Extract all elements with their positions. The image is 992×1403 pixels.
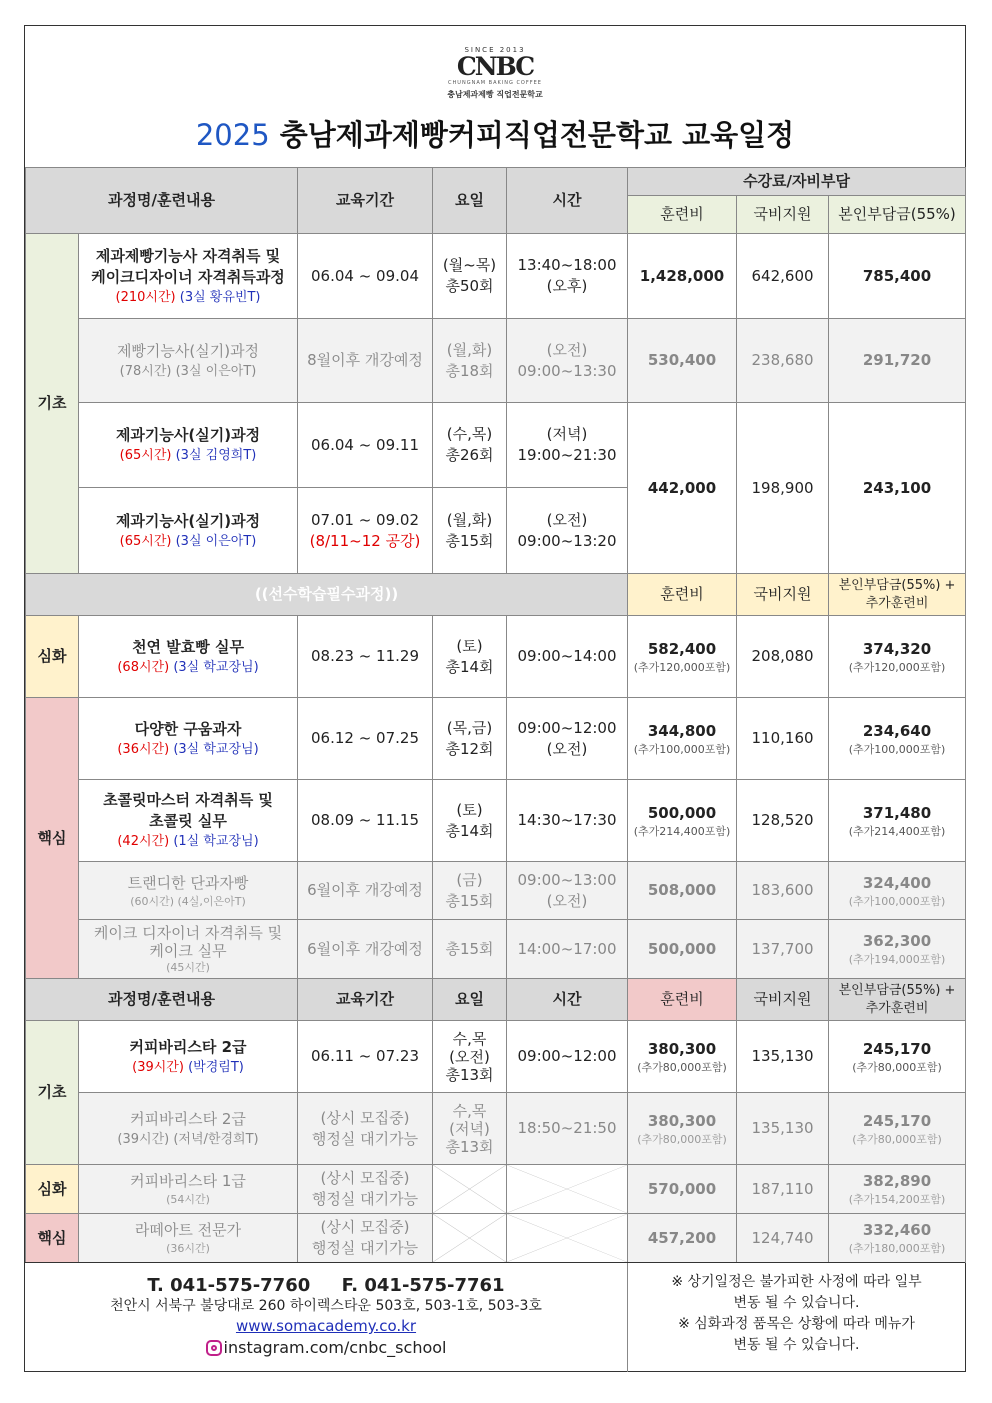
days-text: (토) <box>456 800 483 819</box>
fee-cell: 1,428,000 <box>628 234 737 319</box>
course-hours: (36시간) <box>166 1242 210 1255</box>
support-cell: 110,160 <box>737 698 829 780</box>
time-text: 09:00~13:00 <box>517 870 617 889</box>
self-value: 362,300 <box>862 932 932 950</box>
course-hours: (54시간) <box>166 1193 210 1206</box>
course-name: 초콜릿마스터 자격취득 및 <box>103 791 273 809</box>
empty-time-cell <box>507 1214 628 1263</box>
self-note: (추가80,000포함) <box>852 1132 942 1146</box>
days-text: (월~목) <box>442 256 497 274</box>
col-self-plus <box>829 979 966 1021</box>
self-cell <box>829 1093 966 1165</box>
col-course: 과정명/훈련내용 <box>26 979 298 1021</box>
days-note: (저녁) <box>449 1119 490 1138</box>
time-cell: 14:00~17:00 <box>507 920 628 979</box>
course-teacher: (3실 김영희T) <box>175 448 257 463</box>
time-cell <box>507 488 628 574</box>
days-text: 수,목 <box>452 1101 487 1120</box>
time-note: (오전) <box>546 510 588 529</box>
period-note: 행정실 대기가능 <box>311 1129 419 1148</box>
sessions-text: 총14회 <box>445 657 494 676</box>
time-cell <box>507 862 628 920</box>
time-note: (저녁) <box>546 425 588 443</box>
table-row <box>26 1214 966 1263</box>
category-advanced: 심화 <box>26 616 79 698</box>
self-cell <box>829 698 966 780</box>
empty-days-cell <box>433 1165 507 1214</box>
self-note: (추가100,000포함) <box>848 742 946 756</box>
category-core: 핵심 <box>26 698 79 979</box>
self-cell: 291,720 <box>829 319 966 403</box>
self-cell: 785,400 <box>829 234 966 319</box>
fee-cell: 508,000 <box>628 862 737 920</box>
title-text: 충남제과제빵커피직업전문학교 교육일정 <box>279 118 795 152</box>
period-cell: 06.11 ~ 07.23 <box>298 1021 433 1093</box>
table-row <box>26 862 966 920</box>
support-cell: 208,080 <box>737 616 829 698</box>
self-cell <box>829 780 966 862</box>
notice-text: 변동 될 수 있습니다. <box>733 1295 860 1311</box>
days-text: (금) <box>456 870 483 889</box>
self-note: (추가194,000포함) <box>848 953 946 966</box>
time-text: 09:00~12:00 <box>517 718 617 737</box>
instagram-link[interactable]: instagram.com/cnbc_school <box>223 1338 447 1357</box>
fee-note: (추가214,400포함) <box>633 824 731 838</box>
days-note: (오전) <box>449 1047 490 1066</box>
period-cell: 6월이후 개강예정 <box>298 920 433 979</box>
course-name: 커피바리스타 1급 <box>130 1172 246 1190</box>
col-time: 시간 <box>507 168 628 234</box>
course-cell <box>79 319 298 403</box>
course-cell <box>79 1021 298 1093</box>
time-cell <box>507 234 628 319</box>
table-row <box>26 1021 966 1093</box>
self-value: 324,400 <box>862 873 932 892</box>
self-cell <box>829 862 966 920</box>
self-value: 332,460 <box>862 1221 932 1239</box>
fee-value: 380,300 <box>647 1039 717 1058</box>
time-cell: 09:00~14:00 <box>507 616 628 698</box>
website-link[interactable]: www.somacademy.co.kr <box>235 1317 417 1335</box>
support-cell: 198,900 <box>737 403 829 574</box>
fee-note: (추가80,000포함) <box>637 1060 727 1074</box>
table-row <box>26 403 966 488</box>
col-time: 시간 <box>507 979 628 1021</box>
sessions-text: 총15회 <box>445 531 494 550</box>
phone-fax-line <box>25 1275 627 1296</box>
days-cell <box>433 1093 507 1165</box>
fee-cell <box>628 780 737 862</box>
fee-cell: 530,400 <box>628 319 737 403</box>
course-teacher: (3실 이은아T) <box>175 533 257 549</box>
col-fee: 훈련비 <box>628 574 737 616</box>
days-text: (월,화) <box>446 340 493 359</box>
contact-block <box>25 1263 628 1372</box>
table-row <box>26 1165 966 1214</box>
course-name: 커피바리스타 2급 <box>130 1109 246 1128</box>
support-cell: 187,110 <box>737 1165 829 1214</box>
fee-cell <box>628 698 737 780</box>
logo-school-name: 충남제과제빵 직업전문학교 <box>447 90 543 99</box>
self-note: (추가180,000포함) <box>848 1242 946 1255</box>
self-value: 234,640 <box>862 721 932 740</box>
period-cell <box>298 488 433 574</box>
fee-value: 380,300 <box>647 1111 717 1130</box>
course-cell <box>79 234 298 319</box>
period-cell: 06.12 ~ 07.25 <box>298 698 433 780</box>
sessions-text: 총26회 <box>445 446 494 464</box>
course-hours: (68시간) <box>117 659 170 675</box>
col-self-plus-line: 추가훈련비 <box>865 595 929 611</box>
course-hours: (39시간) (저녁/한경희T) <box>117 1131 259 1147</box>
fee-cell: 570,000 <box>628 1165 737 1214</box>
course-name: 케이크디자이너 자격취득과정 <box>91 267 285 286</box>
time-cell: 18:50~21:50 <box>507 1093 628 1165</box>
self-cell <box>829 616 966 698</box>
time-text: 19:00~21:30 <box>517 446 617 464</box>
course-hours: (60시간) (4실,이은아T) <box>130 894 246 908</box>
self-note: (추가100,000포함) <box>848 894 946 908</box>
course-cell <box>79 920 298 979</box>
support-cell: 238,680 <box>737 319 829 403</box>
course-teacher: (1실 학교장님) <box>173 834 259 849</box>
course-cell <box>79 1093 298 1165</box>
days-text: (토) <box>456 636 483 655</box>
self-cell <box>829 1021 966 1093</box>
course-cell <box>79 780 298 862</box>
schedule-table <box>25 167 966 1263</box>
notice-block <box>628 1263 965 1372</box>
fee-cell: 457,200 <box>628 1214 737 1263</box>
sessions-text: 총12회 <box>445 739 494 758</box>
course-name: 제과제빵기능사 자격취득 및 <box>95 246 281 265</box>
course-cell <box>79 1165 298 1214</box>
period-text: (상시 모집중) <box>320 1218 410 1236</box>
days-cell <box>433 780 507 862</box>
days-cell <box>433 1021 507 1093</box>
col-self-plus <box>829 574 966 616</box>
col-support: 국비지원 <box>737 574 829 616</box>
days-cell <box>433 616 507 698</box>
notice-text: ※ 심화과정 품목은 상황에 따라 메뉴가 <box>678 1316 915 1332</box>
category-basic: 기초 <box>26 234 79 574</box>
period-note: 행정실 대기가능 <box>311 1239 419 1257</box>
col-days: 요일 <box>433 168 507 234</box>
title-year: 2025 <box>195 118 270 152</box>
support-cell: 128,520 <box>737 780 829 862</box>
sessions-text: 총14회 <box>445 821 494 840</box>
period-cell: 6월이후 개강예정 <box>298 862 433 920</box>
school-logo <box>447 46 543 100</box>
self-cell <box>829 1214 966 1263</box>
time-note: (오전) <box>546 891 588 910</box>
support-cell: 183,600 <box>737 862 829 920</box>
prereq-banner: ((선수학습필수과정)) <box>26 574 628 616</box>
notice-text: ※ 상기일정은 불가피한 사정에 따라 일부 <box>671 1274 922 1290</box>
fee-cell: 442,000 <box>628 403 737 574</box>
notice-text: 변동 될 수 있습니다. <box>733 1337 860 1353</box>
support-cell: 135,130 <box>737 1093 829 1165</box>
self-value: 245,170 <box>862 1111 932 1130</box>
fee-cell <box>628 616 737 698</box>
course-name: 제과기능사(실기)과정 <box>115 511 261 530</box>
course-cell <box>79 1214 298 1263</box>
table-row <box>26 1093 966 1165</box>
course-hours: (65시간) <box>119 448 172 463</box>
period-cell: 06.04 ~ 09.11 <box>298 403 433 488</box>
sessions-text: 총50회 <box>445 277 494 295</box>
days-text: (목,금) <box>446 718 493 737</box>
col-support: 국비지원 <box>737 979 829 1021</box>
course-cell <box>79 616 298 698</box>
time-text: 09:00~13:20 <box>517 531 617 550</box>
time-note: (오후) <box>546 277 588 295</box>
self-cell: 243,100 <box>829 403 966 574</box>
col-days: 요일 <box>433 979 507 1021</box>
period-cell: 08.23 ~ 11.29 <box>298 616 433 698</box>
period-note: 행정실 대기가능 <box>311 1190 419 1208</box>
days-cell <box>433 319 507 403</box>
time-note: (오전) <box>546 340 588 359</box>
period-text: (상시 모집중) <box>320 1169 410 1187</box>
fee-note: (추가120,000포함) <box>633 660 731 674</box>
time-text: 13:40~18:00 <box>517 256 617 274</box>
days-cell <box>433 234 507 319</box>
course-hours: (42시간) <box>117 834 170 849</box>
days-cell <box>433 698 507 780</box>
sessions-text: 총15회 <box>445 891 494 910</box>
self-value: 374,320 <box>862 639 932 658</box>
address: 천안시 서북구 불당대로 260 하이렉스타운 503호, 503-1호, 503-3호 <box>110 1298 542 1314</box>
self-note: (추가214,400포함) <box>848 824 946 838</box>
self-value: 245,170 <box>862 1039 932 1058</box>
course-name: 초콜릿 실무 <box>149 812 227 830</box>
days-cell <box>433 403 507 488</box>
col-self-plus-line: 본인부담금(55%) + <box>838 577 956 593</box>
fee-cell <box>628 1093 737 1165</box>
period-cell: 08.09 ~ 11.15 <box>298 780 433 862</box>
period-text: 07.01 ~ 09.02 <box>311 510 420 529</box>
table-row <box>26 234 966 319</box>
time-cell <box>507 319 628 403</box>
time-cell: 09:00~12:00 <box>507 1021 628 1093</box>
fax-number: F. 041-575-7761 <box>341 1275 505 1296</box>
course-cell <box>79 862 298 920</box>
fee-cell: 500,000 <box>628 920 737 979</box>
col-fee: 훈련비 <box>628 979 737 1021</box>
course-name: 제과기능사(실기)과정 <box>115 426 261 444</box>
self-value: 382,890 <box>862 1172 932 1190</box>
phone-number[interactable]: T. 041-575-7760 <box>147 1275 311 1296</box>
col-fee-group: 수강료/자비부담 <box>628 168 966 196</box>
time-cell <box>507 403 628 488</box>
period-text: (상시 모집중) <box>320 1108 410 1127</box>
col-self-plus-line: 본인부담금(55%) + <box>838 982 956 998</box>
course-hours: (210시간) <box>115 289 176 305</box>
instagram-line[interactable] <box>25 1337 627 1359</box>
support-cell: 137,700 <box>737 920 829 979</box>
empty-time-cell <box>507 1165 628 1214</box>
course-hours: (36시간) <box>117 741 170 757</box>
fee-note: (추가80,000포함) <box>637 1132 727 1146</box>
self-note: (추가80,000포함) <box>852 1060 942 1074</box>
course-name: 케이크 실무 <box>149 941 227 960</box>
col-self: 본인부담금(55%) <box>829 196 966 234</box>
fee-value: 500,000 <box>647 803 717 822</box>
logo-since: SINCE 2013 <box>464 46 526 54</box>
course-name: 제빵기능사(실기)과정 <box>116 341 260 360</box>
table-row <box>26 920 966 979</box>
support-cell: 124,740 <box>737 1214 829 1263</box>
page-title <box>25 113 965 154</box>
time-cell <box>507 698 628 780</box>
days-cell <box>433 488 507 574</box>
self-note: (추가154,200포함) <box>848 1193 946 1206</box>
course-hours: (78시간) (3실 이은아T) <box>119 363 257 379</box>
sessions-text: 총13회 <box>445 1137 494 1156</box>
col-period: 교육기간 <box>298 979 433 1021</box>
course-cell <box>79 488 298 574</box>
logo-mark: CNBC <box>456 52 534 81</box>
category-core: 핵심 <box>26 1214 79 1263</box>
course-hours: (65시간) <box>119 533 172 549</box>
support-cell: 642,600 <box>737 234 829 319</box>
instagram-icon <box>206 1340 222 1356</box>
sessions-text: 총18회 <box>445 361 494 380</box>
fee-value: 344,800 <box>647 721 717 740</box>
days-cell <box>433 862 507 920</box>
table-row <box>26 319 966 403</box>
course-teacher: (3실 황유빈T) <box>179 289 261 305</box>
self-note: (추가120,000포함) <box>848 660 946 674</box>
col-period: 교육기간 <box>298 168 433 234</box>
days-text: 수,목 <box>452 1029 487 1048</box>
days-cell: 총15회 <box>433 920 507 979</box>
course-hours: (39시간) <box>132 1059 184 1075</box>
course-cell <box>79 403 298 488</box>
course-name: 트랜디한 단과자빵 <box>127 873 249 892</box>
fee-cell <box>628 1021 737 1093</box>
course-name: 다양한 구움과자 <box>134 719 242 738</box>
course-name: 천연 발효빵 실무 <box>132 637 244 656</box>
table-row <box>26 698 966 780</box>
period-cell <box>298 1093 433 1165</box>
days-text: (수,목) <box>446 425 493 443</box>
days-text: (월,화) <box>446 510 493 529</box>
category-basic: 기초 <box>26 1021 79 1165</box>
table-row <box>26 616 966 698</box>
period-cell <box>298 1165 433 1214</box>
course-teacher: (3실 학교장님) <box>173 741 259 757</box>
time-note: (오전) <box>546 739 588 758</box>
course-cell <box>79 698 298 780</box>
period-cell: 8월이후 개강예정 <box>298 319 433 403</box>
schedule-sheet <box>24 25 966 1372</box>
col-self-plus-line: 추가훈련비 <box>865 1000 929 1016</box>
self-cell <box>829 920 966 979</box>
self-value: 371,480 <box>862 803 932 822</box>
col-course: 과정명/훈련내용 <box>26 168 298 234</box>
time-text: 09:00~13:30 <box>517 361 617 380</box>
period-note: (8/11~12 공강) <box>309 531 421 550</box>
empty-days-cell <box>433 1214 507 1263</box>
fee-value: 582,400 <box>647 639 717 658</box>
course-name: 케이크 디자이너 자격취득 및 <box>93 923 283 942</box>
sessions-text: 총13회 <box>445 1065 494 1084</box>
page-header <box>25 26 965 168</box>
course-teacher: (박경림T) <box>188 1059 244 1075</box>
course-teacher: (3실 학교장님) <box>173 659 259 675</box>
course-hours: (45시간) <box>166 960 210 974</box>
page-footer <box>25 1262 965 1372</box>
period-cell <box>298 1214 433 1263</box>
table-row <box>26 780 966 862</box>
support-cell: 135,130 <box>737 1021 829 1093</box>
course-name: 커피바리스타 2급 <box>129 1037 247 1056</box>
period-cell: 06.04 ~ 09.04 <box>298 234 433 319</box>
fee-note: (추가100,000포함) <box>633 742 731 756</box>
course-name: 라떼아트 전문가 <box>134 1221 242 1239</box>
col-fee: 훈련비 <box>628 196 737 234</box>
time-cell: 14:30~17:30 <box>507 780 628 862</box>
logo-sub: CHUNGNAM BAKING COFFEE <box>448 80 542 86</box>
self-cell <box>829 1165 966 1214</box>
category-advanced: 심화 <box>26 1165 79 1214</box>
col-support: 국비지원 <box>737 196 829 234</box>
